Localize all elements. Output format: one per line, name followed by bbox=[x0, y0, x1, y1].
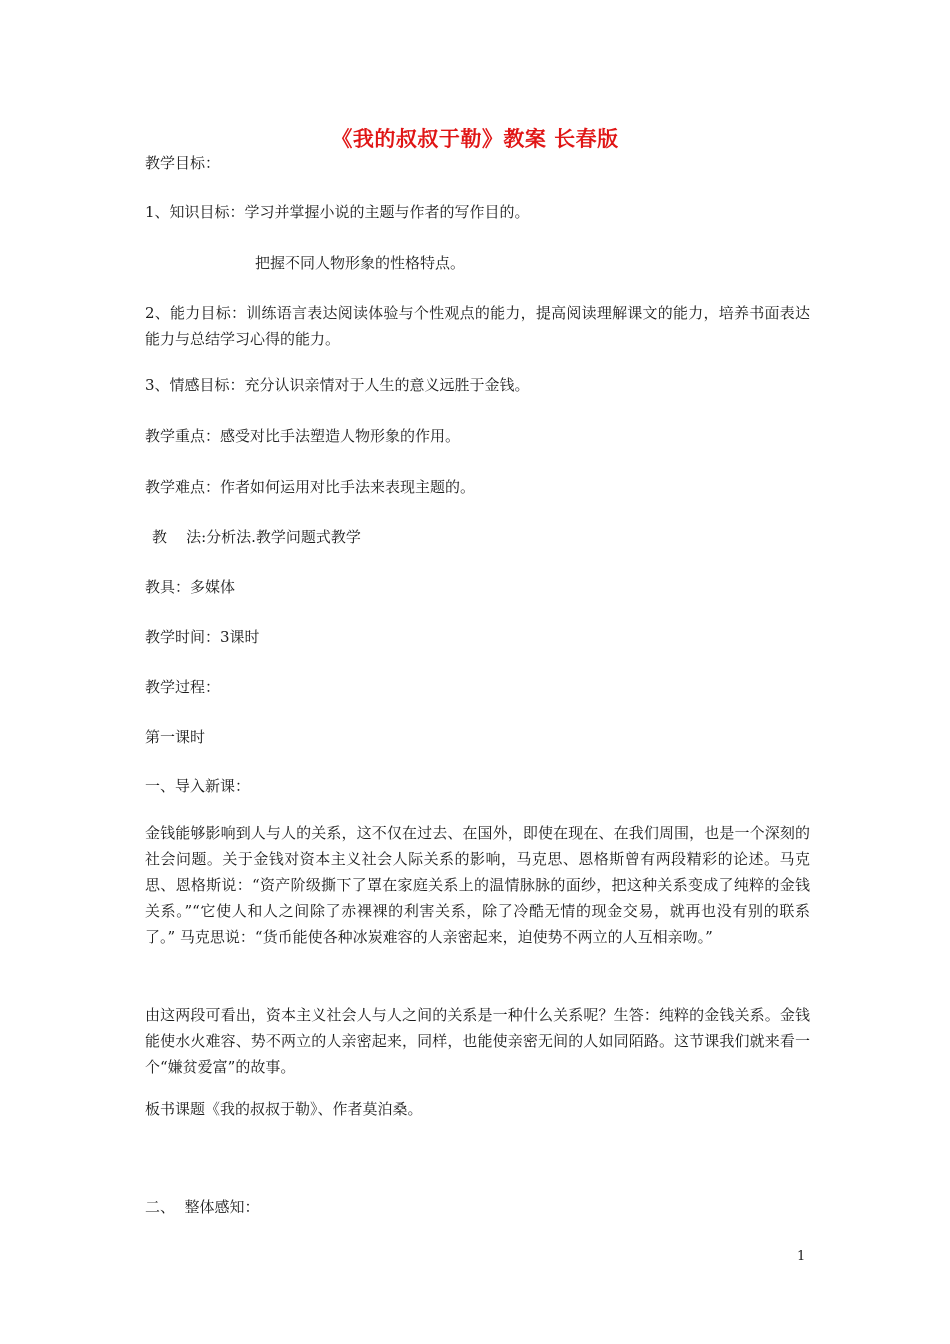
teaching-process: 教学过程： bbox=[145, 678, 221, 696]
goal-emotion: 3、情感目标：充分认识亲情对于人生的意义远胜于金钱。 bbox=[145, 376, 530, 394]
intro-paragraph: 金钱能够影响到人与人的关系，这不仅在过去、在国外，即使在现在、在我们周围，也是一个深刻的社会问题。关于金钱对资本主义社会人际关系的影响，马克思、恩格斯曾有两段精彩的论述。马克思、恩格斯说：“资产阶级撕下了罩在家庭关系上的温情脉脉的面纱，把这种关系变成了纯粹的金钱关系。”“它使人和人之间除了赤裸裸的利害关系，除了冷酷无情的现金交易，就再也没有别的联系了。” 马克思说：“货币能使各种冰炭难容的人亲密起来，迫使势不两立的人互相亲吻。” bbox=[145, 824, 810, 946]
teaching-difficulty: 教学难点：作者如何运用对比手法来表现主题的。 bbox=[145, 478, 476, 496]
teaching-method: 教 法:分析法.教学问题式教学 bbox=[152, 528, 361, 546]
goals-heading: 教学目标： bbox=[145, 154, 221, 172]
section-two-heading: 二、 整体感知： bbox=[145, 1198, 260, 1216]
teaching-time: 教学时间：3课时 bbox=[145, 628, 260, 646]
page-number: 1 bbox=[797, 1249, 806, 1264]
goal-ability: 2、能力目标：训练语言表达阅读体验与个性观点的能力，提高阅读理解课文的能力，培养书面表达能力与总结学习心得的能力。 bbox=[145, 304, 810, 348]
document-title: 《我的叔叔于勒》教案 长春版 bbox=[331, 126, 619, 151]
goal-knowledge-sub: 把握不同人物形象的性格特点。 bbox=[255, 254, 466, 272]
section-one-heading: 一、导入新课： bbox=[145, 777, 251, 795]
goal-knowledge: 1、知识目标：学习并掌握小说的主题与作者的写作目的。 bbox=[145, 203, 530, 221]
board-title-line: 板书课题《我的叔叔于勒》、作者莫泊桑。 bbox=[145, 1100, 423, 1118]
lesson-one-heading: 第一课时 bbox=[145, 728, 206, 746]
teaching-key-point: 教学重点：感受对比手法塑造人物形象的作用。 bbox=[145, 427, 461, 445]
analysis-paragraph: 由这两段可看出，资本主义社会人与人之间的关系是一种什么关系呢？生答：纯粹的金钱关系。金钱能使水火难容、势不两立的人亲密起来，同样，也能使亲密无间的人如同陌路。这节课我们就来看一个“嫌贫爱富”的故事。 bbox=[145, 1006, 810, 1076]
teaching-tools: 教具：多媒体 bbox=[145, 578, 236, 596]
